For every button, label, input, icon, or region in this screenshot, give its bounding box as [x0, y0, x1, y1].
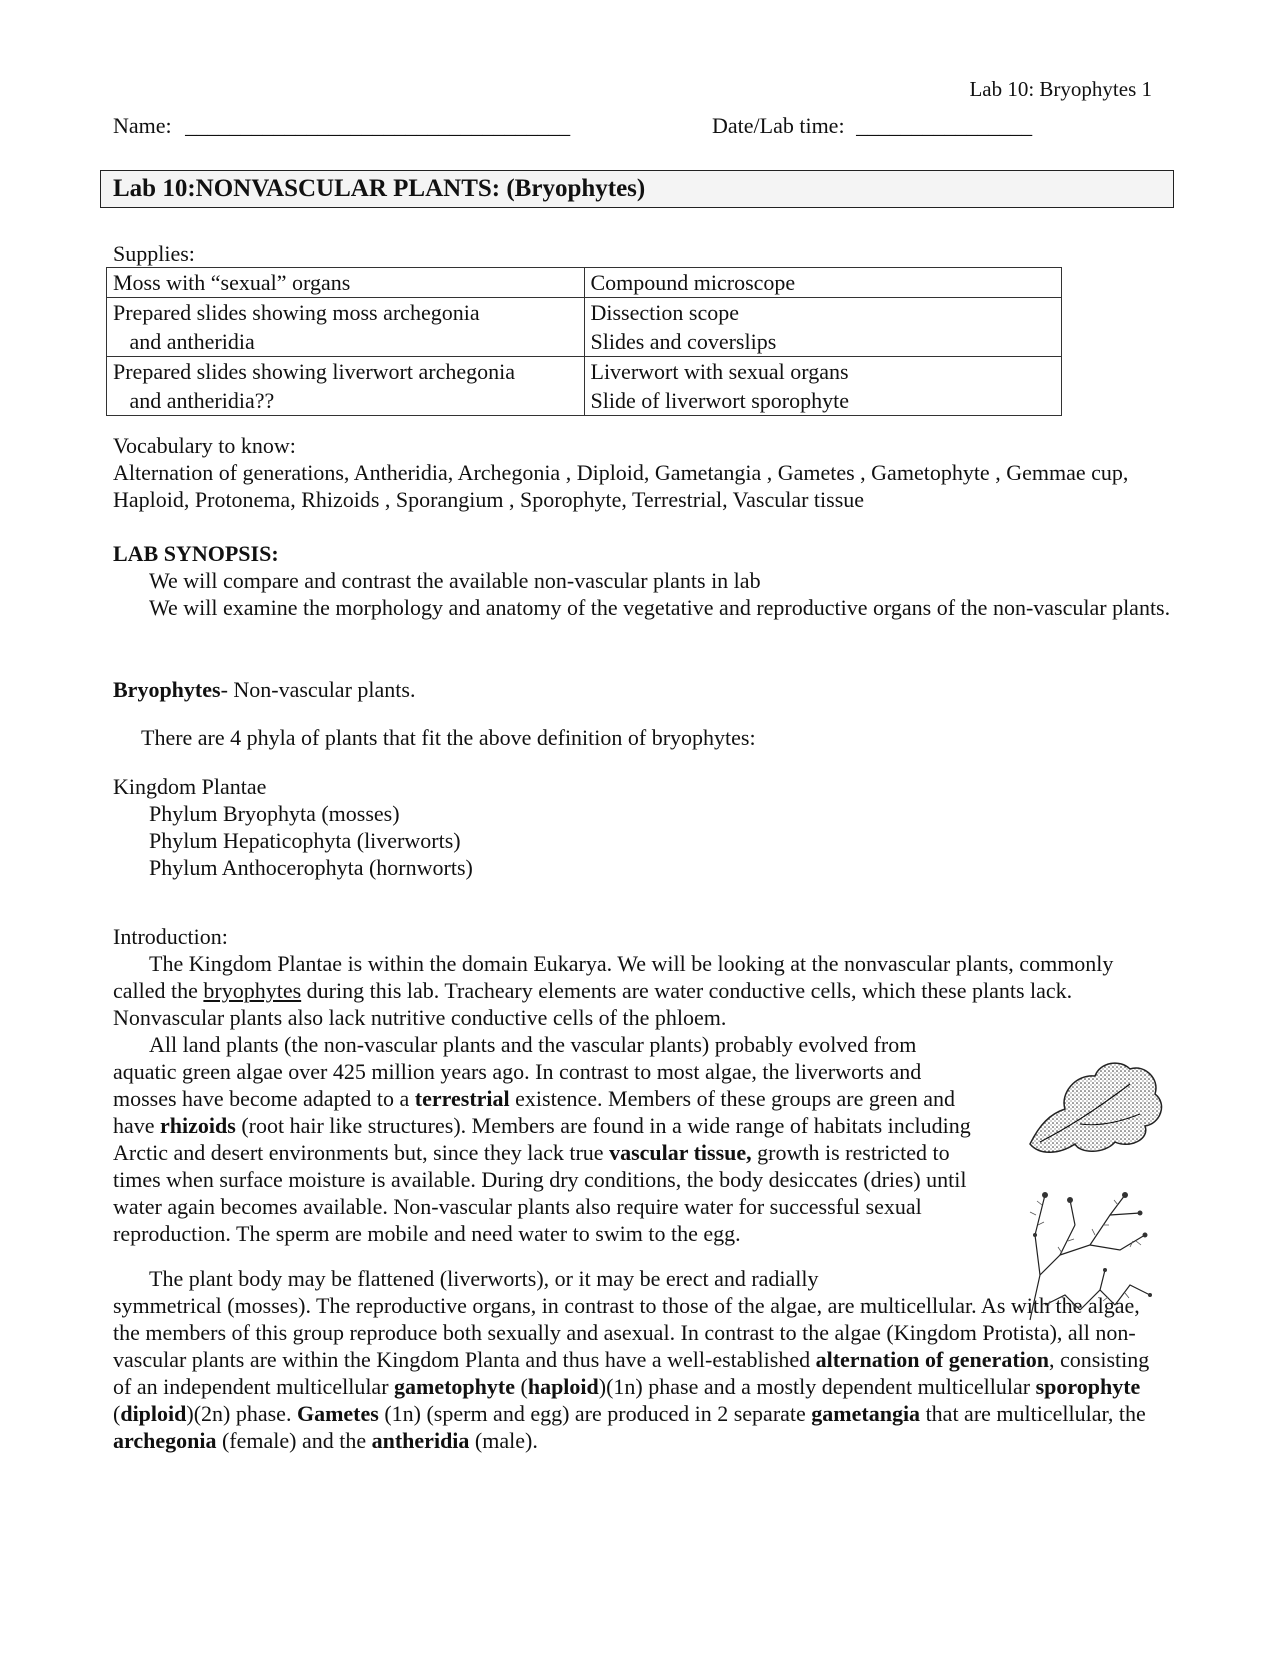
- introduction-label: Introduction:: [113, 924, 228, 949]
- table-row: [107, 268, 1062, 298]
- intro-paragraph-3b: symmetrical (mosses). The reproductive organs, in contrast to those of the algae, are multicellular. As with the algae, the members of this group reproduce both sexually and asexual. In contrast to the algae (Kingdom Protista), all non-vascular plants are within the Kingdom Planta and thus have a well-established alternation of generation, consisting of an independent multicellular gametophyte (haploid)(1n) phase and a mostly dependent multicellular sporophyte (diploid)(2n) phase. Gametes (1n) (sperm and egg) are produced in 2 separate gametangia that are multicellular, the archegonia (female) and the antheridia (male).: [113, 1293, 1150, 1453]
- list-item: Phylum Hepaticophyta (liverworts): [149, 828, 461, 853]
- table-row: [107, 298, 1062, 357]
- vocabulary-label: Vocabulary to know:: [113, 433, 296, 458]
- name-field: [113, 112, 570, 139]
- bryophytes-definition: [113, 676, 1173, 703]
- table-cell: Prepared slides showing moss archegonia and antheridia: [107, 298, 585, 357]
- bryophytes-link: bryophytes: [203, 978, 302, 1003]
- synopsis-line-1: We will compare and contrast the available non-vascular plants in lab: [149, 568, 761, 593]
- supplies-table: [106, 267, 1062, 416]
- supplies-label: Supplies:: [113, 241, 195, 266]
- table-cell: Dissection scope Slides and coverslips: [584, 298, 1062, 357]
- vocabulary-section: [113, 432, 1173, 513]
- list-item: Phylum Bryophyta (mosses): [149, 801, 400, 826]
- table-cell: Liverwort with sexual organs Slide of liverwort sporophyte: [584, 357, 1062, 416]
- name-label: Name:: [113, 113, 172, 138]
- intro-paragraph-2: All land plants (the non-vascular plants and the vascular plants) probably evolved from aquatic green algae over 425 million years ago. In contrast to most algae, the liverworts and mosses have become adapted to a terrestrial existence. Members of these groups are green and have rhizoids (root hair like structures). Members are found in a wide range of habitats including Arctic and desert environments but, since they lack true vascular tissue, growth is restricted to times when surface moisture is available. During dry conditions, the body desiccates (dries) until water again becomes available. Non-vascular plants also require water for successful sexual reproduction. The sperm are mobile and need water to swim to the egg.: [113, 1032, 971, 1246]
- kingdom-label: Kingdom Plantae: [113, 774, 267, 799]
- vocabulary-text: Alternation of generations, Antheridia, Archegonia , Diploid, Gametangia , Gametes , Gametophyte , Gemmae cup, Haploid, Protonema, Rhizoids , Sporangium , Sporophyte, Terrestrial, Vascular tissue: [113, 460, 1129, 512]
- table-cell: Compound microscope: [584, 268, 1062, 298]
- list-item: Phylum Anthocerophyta (hornworts): [149, 855, 473, 880]
- definition-term: Bryophytes: [113, 677, 221, 702]
- name-blank: ___________________________________: [185, 113, 571, 138]
- date-blank: ________________: [856, 113, 1033, 138]
- moss-plant-icon: [1000, 1175, 1170, 1325]
- page-title: Lab 10:NONVASCULAR PLANTS: (Bryophytes): [100, 170, 1174, 208]
- date-label: Date/Lab time:: [712, 113, 845, 138]
- synopsis-section: [113, 540, 1173, 621]
- date-field: [712, 112, 1032, 139]
- intro-paragraph-1: The Kingdom Plantae is within the domain Eukarya. We will be looking at the nonvascular plants, commonly called the bryophytes during this lab. Tracheary elements are water conductive cells, which these plants lack. Nonvascular plants also lack nutritive conductive cells of the phloem.: [113, 951, 1114, 1030]
- classification-list: [113, 773, 1173, 881]
- phyla-intro: There are 4 phyla of plants that fit the above definition of bryophytes:: [141, 725, 756, 750]
- synopsis-line-2: We will examine the morphology and anatomy of the vegetative and reproductive organs of the non-vascular plants.: [149, 595, 1171, 620]
- table-cell: Moss with “sexual” organs: [107, 268, 585, 298]
- table-row: [107, 357, 1062, 416]
- page-header: Lab 10: Bryophytes 1: [969, 77, 1152, 101]
- table-cell: Prepared slides showing liverwort archegonia and antheridia??: [107, 357, 585, 416]
- synopsis-heading: LAB SYNOPSIS:: [113, 541, 279, 566]
- definition-text: - Non-vascular plants.: [220, 677, 416, 702]
- intro-paragraph-3a: The plant body may be flattened (liverworts), or it may be erect and radially: [149, 1266, 819, 1291]
- liverwort-thallus-icon: [1020, 1054, 1170, 1164]
